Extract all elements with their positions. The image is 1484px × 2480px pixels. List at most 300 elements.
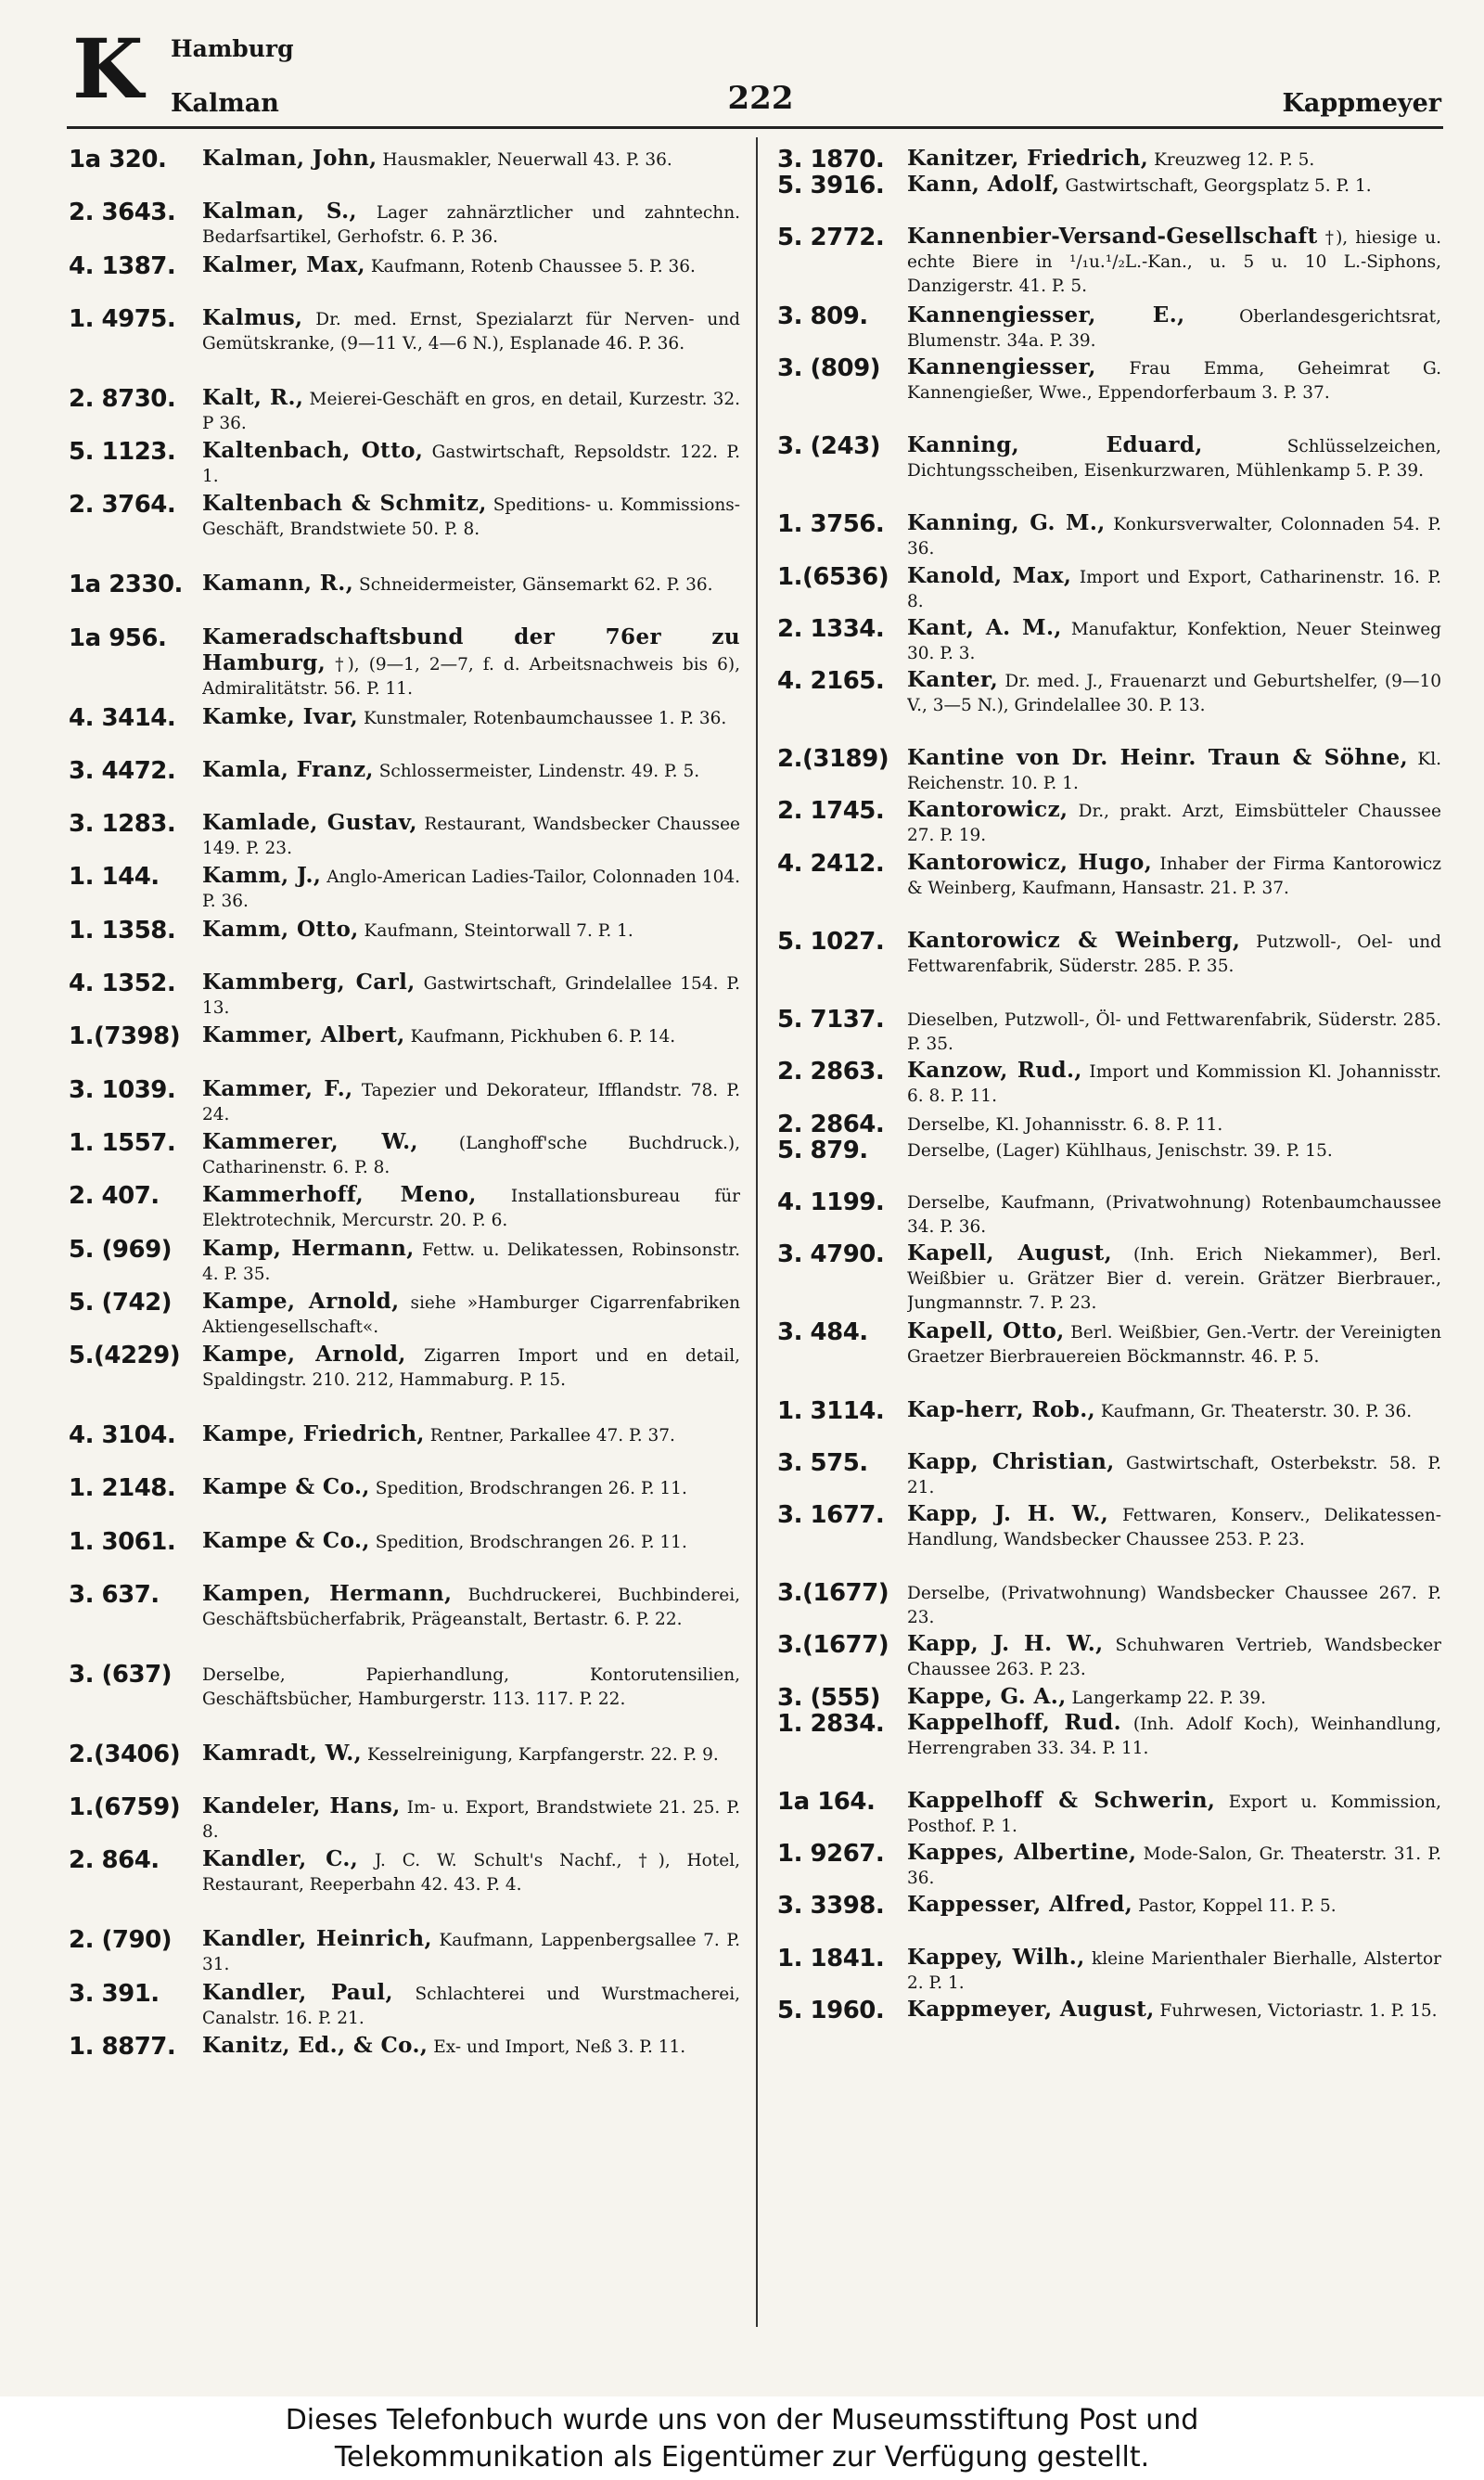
- directory-entry: [69, 1741, 740, 1794]
- directory-entry: [777, 511, 1441, 563]
- entry-text: [907, 1580, 1441, 1630]
- entry-text: [907, 147, 1441, 173]
- phone-number: 1. 2834.: [777, 1709, 885, 1738]
- entry-name: Kanzow, Rud.,: [907, 1059, 1082, 1084]
- entry-text: [202, 492, 740, 542]
- entry-details: Kaufmann, Lappenbergsallee 7. P. 31.: [202, 1931, 740, 1975]
- phone-number: 2. 864.: [69, 1846, 160, 1875]
- entry-text: [202, 1794, 740, 1844]
- entry-text: [907, 1711, 1441, 1761]
- directory-entry: [777, 147, 1441, 173]
- directory-entry: [69, 811, 740, 864]
- entry-details: Schneidermeister, Gänsemarkt 62. P. 36.: [359, 575, 713, 596]
- entry-name: Kapp, Christian,: [907, 1449, 1115, 1474]
- entry-text: [907, 746, 1441, 796]
- directory-entry: [69, 1981, 740, 2034]
- entry-text: [907, 616, 1441, 666]
- entry-text: [907, 1059, 1441, 1109]
- phone-number: 5. (969): [69, 1235, 173, 1264]
- phone-number: 3. 4790.: [777, 1240, 885, 1269]
- directory-entry: [777, 616, 1441, 668]
- entry-details: Fettwaren, Konserv., Delikatessen-Handlung, Wandsbecker Chaussee 253. P. 23.: [907, 1506, 1441, 1549]
- entry-name: Kanning, Eduard,: [907, 433, 1203, 458]
- phone-number: 2. (790): [69, 1926, 173, 1955]
- entry-name: Kantine von Dr. Heinr. Traun & Söhne,: [907, 746, 1408, 771]
- entry-details: Kaufmann, Pickhuben 6. P. 14.: [410, 1027, 676, 1047]
- entry-details: Kunstmaler, Rotenbaumchaussee 1. P. 36.: [363, 708, 727, 728]
- entry-details: Derselbe, Papierhandlung, Kontorutensilien, Geschäftsbücher, Hamburgerstr. 113. 117. P. 22.: [202, 1664, 740, 1709]
- entry-details: Dieselben, Putzwoll-, Öl- und Fettwarenfabrik, Süderstr. 285. P. 35.: [907, 1010, 1441, 1055]
- phone-number: 1a 320.: [69, 146, 167, 173]
- entry-details: Spedition, Brodschrangen 26. P. 11.: [375, 1532, 687, 1552]
- entry-text: [202, 705, 740, 731]
- entry-text: [202, 625, 740, 698]
- directory-entry: [777, 1711, 1441, 1789]
- phone-number: 1.(6536): [777, 562, 889, 591]
- directory-entry: [777, 1189, 1441, 1241]
- entry-name: Kann, Adolf,: [907, 173, 1060, 198]
- entry-details: Rentner, Parkallee 47. P. 37.: [429, 1426, 675, 1446]
- entry-text: [202, 386, 740, 436]
- directory-entry: [777, 1685, 1441, 1711]
- entry-details: Frau Emma, Geheimrat G. Kannengießer, Wwe., Eppendorferbaum 3. P. 37.: [907, 358, 1441, 403]
- entry-text: [907, 668, 1441, 718]
- entry-details: Installationsbureau für Elektrotechnik, Mercurstr. 20. P. 6.: [202, 1187, 740, 1231]
- entry-text: [202, 811, 740, 861]
- directory-entry: [69, 1422, 740, 1475]
- entry-details: Buchdruckerei, Buchbinderei, Geschäftsbücherfabrik, Prägeanstalt, Bertastr. 6. P. 22.: [202, 1585, 740, 1629]
- directory-entry: [69, 1582, 740, 1662]
- entry-details: Im- u. Export, Brandstwiete 21. 25. P. 8.: [202, 1798, 740, 1843]
- entry-name: Kappelhoff, Rud.: [907, 1710, 1122, 1735]
- footer-line-1: Dieses Telefonbuch wurde uns von der Museumsstiftung Post und: [285, 2404, 1199, 2436]
- directory-entry: [777, 173, 1441, 225]
- entry-text: [907, 1112, 1441, 1137]
- entry-text: [202, 1529, 740, 1555]
- phone-number: 2. 1745.: [777, 797, 885, 826]
- entry-text: [907, 1241, 1441, 1314]
- entry-details: Gastwirtschaft, Grindelallee 154. P. 13.: [202, 974, 740, 1019]
- entry-text: [202, 439, 740, 489]
- phone-number: 1a 164.: [777, 1788, 876, 1817]
- entry-name: Kammer, F.,: [202, 1076, 353, 1101]
- directory-entry: [777, 1319, 1441, 1397]
- entry-text: [907, 1946, 1441, 1996]
- phone-number: 5. 1027.: [777, 927, 885, 956]
- entry-details: †), hiesige u. echte Biere in ¹/₁u.¹/₂L.-Kan., u. 5 u. 10 L.-Siphons, Danzigerstr. 41. P. 5.: [907, 228, 1441, 297]
- phone-number: 1. 3061.: [69, 1527, 176, 1556]
- phone-number: 2. 3643.: [69, 199, 176, 227]
- directory-entry: [777, 746, 1441, 798]
- entry-text: [907, 355, 1441, 405]
- entry-name: Kappe, G. A.,: [907, 1684, 1067, 1709]
- directory-entry: [777, 225, 1441, 302]
- entry-details: Dr. med. J., Frauenarzt und Geburtshelfer, (9—10 V., 3—5 N.), Grindelallee 30. P. 13.: [907, 671, 1441, 715]
- entry-details: Derselbe, (Privatwohnung) Wandsbecker Chaussee 267. P. 23.: [907, 1584, 1441, 1628]
- phone-number: 1. 1358.: [69, 916, 176, 944]
- entry-text: [202, 1981, 740, 2031]
- footer-line-2: Telekommunikation als Eigentümer zur Verfügung gestellt.: [334, 2441, 1150, 2474]
- entry-details: Schlachterei und Wurstmacherei, Canalstr. 16. P. 21.: [202, 1984, 740, 2028]
- entry-details: Anglo-American Ladies-Tailor, Colonnaden 104. P. 36.: [202, 867, 740, 912]
- entry-details: Dr. med. Ernst, Spezialarzt für Nerven- und Gemütskranke, (9—11 V., 4—6 N.), Esplanade 46. P. 36.: [202, 309, 740, 353]
- entry-name: Kannengiesser, E.,: [907, 302, 1185, 328]
- entry-text: [907, 1137, 1441, 1163]
- entry-details: (Inh. Adolf Koch), Weinhandlung, Herrengraben 33. 34. P. 11.: [907, 1714, 1441, 1758]
- entry-details: Derselbe, Kl. Johannisstr. 6. 8. P. 11.: [907, 1114, 1223, 1135]
- phone-number: 3. 1677.: [777, 1501, 885, 1529]
- phone-number: 5.(4229): [69, 1342, 181, 1370]
- phone-number: 4. 3104.: [69, 1421, 176, 1450]
- entry-text: [907, 433, 1441, 483]
- entry-name: Kammer, Albert,: [202, 1023, 405, 1048]
- directory-entry: [69, 492, 740, 572]
- phone-number: 2. 8730.: [69, 384, 176, 413]
- directory-entry: [69, 970, 740, 1023]
- entry-details: Derselbe, Kaufmann, (Privatwohnung) Rotenbaumchaussee 34. P. 36.: [907, 1192, 1441, 1237]
- entry-details: Pastor, Koppel 11. P. 5.: [1138, 1896, 1337, 1917]
- entry-name: Kapell, August,: [907, 1241, 1113, 1266]
- entry-name: Kantorowicz,: [907, 798, 1068, 823]
- entry-name: Kammerhoff, Meno,: [202, 1183, 477, 1208]
- entry-details: Restaurant, Wandsbecker Chaussee 149. P. 23.: [202, 815, 740, 859]
- entry-name: Kalmer, Max,: [202, 252, 365, 277]
- entry-text: [202, 1741, 740, 1767]
- entry-name: Kapp, J. H. W.,: [907, 1632, 1104, 1657]
- phone-number: 2. 2863.: [777, 1058, 885, 1086]
- phone-number: 5. 1123.: [69, 438, 176, 467]
- entry-details: Kesselreinigung, Karpfangerstr. 22. P. 9.: [366, 1744, 719, 1765]
- phone-number: 2. 407.: [69, 1182, 160, 1211]
- directory-entry: [777, 929, 1441, 1007]
- entry-name: Kanning, G. M.,: [907, 511, 1106, 536]
- entry-name: Kappmeyer, August,: [907, 1997, 1155, 2022]
- directory-entry: [777, 1112, 1441, 1137]
- phone-number: 1. 2148.: [69, 1474, 176, 1503]
- entry-name: Kameradschaftsbund der 76er zu Hamburg,: [202, 624, 740, 675]
- entry-text: [202, 306, 740, 356]
- entry-details: Import und Kommission Kl. Johannisstr. 6. 8. P. 11.: [907, 1062, 1441, 1107]
- entry-text: [202, 1290, 740, 1340]
- directory-entry: [69, 864, 740, 917]
- entry-details: Berl. Weißbier, Gen.-Vertr. der Vereinigten Graetzer Bierbrauereien Böckmannstr. 46. P. 5.: [907, 1323, 1441, 1368]
- directory-entry: [777, 1946, 1441, 1998]
- phone-number: 2.(3189): [777, 745, 889, 774]
- entry-text: [907, 1789, 1441, 1839]
- entry-text: [202, 758, 740, 784]
- entry-name: Kappey, Wilh.,: [907, 1945, 1085, 1970]
- entry-details: Fuhrwesen, Victoriastr. 1. P. 15.: [1159, 2000, 1438, 2021]
- entry-details: Spedition, Brodschrangen 26. P. 11.: [375, 1479, 687, 1499]
- page-number: 222: [727, 80, 794, 117]
- directory-entry: [69, 147, 740, 199]
- phone-number: 3. (555): [777, 1683, 881, 1712]
- directory-entry: [777, 1789, 1441, 1841]
- entry-text: [907, 1007, 1441, 1057]
- entry-name: Kandler, C.,: [202, 1847, 359, 1872]
- directory-entry: [777, 1137, 1441, 1189]
- entry-details: Inhaber der Firma Kantorowicz & Weinberg, Kaufmann, Hansastr. 21. P. 37.: [907, 854, 1441, 898]
- entry-text: [907, 303, 1441, 353]
- entry-details: Fettw. u. Delikatessen, Robinsonstr. 4. P. 35.: [202, 1240, 740, 1284]
- directory-entry: [69, 1794, 740, 1847]
- directory-entry: [777, 1998, 1441, 2050]
- entry-name: Kampe, Friedrich,: [202, 1422, 425, 1447]
- directory-entry: [69, 1927, 740, 1980]
- entry-name: Kammerer, W.,: [202, 1129, 418, 1154]
- phone-number: 4. 2165.: [777, 666, 885, 695]
- directory-entry: [69, 1343, 740, 1422]
- entry-text: [202, 253, 740, 279]
- phone-number: 4. 3414.: [69, 703, 176, 732]
- phone-number: 4. 1387.: [69, 251, 176, 280]
- column-divider: [756, 137, 758, 2327]
- phone-number: 5. 1960.: [777, 1996, 885, 2024]
- entry-name: Kampe & Co.,: [202, 1475, 370, 1500]
- entry-name: Kaltenbach, Otto,: [202, 439, 424, 464]
- entry-details: Lager zahnärztlicher und zahntechn. Bedarfsartikel, Gerhofstr. 6. P. 36.: [202, 203, 740, 248]
- entry-text: [202, 572, 740, 598]
- entry-details: Putzwoll-, Oel- und Fettwarenfabrik, Süderstr. 285. P. 35.: [907, 932, 1441, 976]
- directory-entry: [777, 851, 1441, 929]
- entry-details: siehe »Hamburger Cigarrenfabriken Aktiengesellschaft«.: [202, 1292, 740, 1337]
- entry-text: [907, 511, 1441, 561]
- phone-number: 3.(1677): [777, 1631, 889, 1660]
- phone-number: 3. 1870.: [777, 146, 885, 173]
- directory-entry: [777, 1007, 1441, 1059]
- directory-entry: [69, 1847, 740, 1927]
- phone-number: 2. 1334.: [777, 614, 885, 643]
- phone-number: 1a 2330.: [69, 571, 183, 599]
- entry-text: [907, 798, 1441, 848]
- entry-details: Gastwirtschaft, Georgsplatz 5. P. 1.: [1065, 176, 1372, 197]
- phone-number: 1.(7398): [69, 1022, 181, 1051]
- directory-entry: [777, 564, 1441, 616]
- directory-entry: [69, 918, 740, 970]
- phone-number: 3. 575.: [777, 1448, 868, 1477]
- entry-details: Kaufmann, Gr. Theaterstr. 30. P. 36.: [1100, 1401, 1413, 1421]
- directory-entry: [69, 306, 740, 386]
- phone-number: 5. 3916.: [777, 172, 885, 200]
- directory-entry: [69, 1662, 740, 1741]
- entry-text: [907, 1319, 1441, 1369]
- directory-entry: [69, 386, 740, 439]
- entry-text: [202, 918, 740, 944]
- entry-text: [202, 2034, 740, 2060]
- entry-name: Kampen, Hermann,: [202, 1581, 453, 1606]
- entry-name: Kapell, Otto,: [907, 1319, 1065, 1344]
- entry-name: Kalmus,: [202, 305, 303, 330]
- phone-number: 3. (809): [777, 353, 881, 382]
- entry-name: Kandeler, Hans,: [202, 1794, 401, 1819]
- entry-text: [202, 1475, 740, 1501]
- entry-name: Kappes, Albertine,: [907, 1841, 1137, 1866]
- directory-entry: [777, 433, 1441, 511]
- directory-entry: [69, 1290, 740, 1343]
- directory-entry: [777, 1450, 1441, 1502]
- entry-details: Schuhwaren Vertrieb, Wandsbecker Chaussee 263. P. 23.: [907, 1636, 1441, 1680]
- entry-details: Langerkamp 22. P. 39.: [1071, 1688, 1267, 1708]
- entry-text: [907, 1893, 1441, 1919]
- directory-entry: [69, 758, 740, 811]
- entry-name: Kapp, J. H. W.,: [907, 1502, 1109, 1526]
- right-column: [777, 147, 1441, 2050]
- entry-text: [202, 1927, 740, 1977]
- entry-name: Kanitzer, Friedrich,: [907, 147, 1149, 171]
- phone-number: 1. 3114.: [777, 1396, 885, 1425]
- phone-number: 3. 1283.: [69, 810, 176, 839]
- phone-number: 1. 1841.: [777, 1944, 885, 1972]
- directory-entry: [69, 1475, 740, 1528]
- directory-entry: [777, 798, 1441, 850]
- phone-number: 3. (637): [69, 1660, 173, 1689]
- entry-text: [202, 1130, 740, 1180]
- city-name: Hamburg: [171, 35, 294, 62]
- entry-text: [202, 1582, 740, 1632]
- phone-number: 5. 7137.: [777, 1006, 885, 1034]
- phone-number: 1. 1557.: [69, 1128, 176, 1157]
- entry-text: [907, 1450, 1441, 1500]
- phone-number: 3. 4472.: [69, 756, 176, 785]
- phone-number: 2. 2864.: [777, 1110, 885, 1138]
- phone-number: 3. 809.: [777, 302, 868, 330]
- phone-number: 5. (742): [69, 1288, 173, 1317]
- entry-text: [907, 851, 1441, 901]
- phone-number: 5. 2772.: [777, 224, 885, 252]
- entry-name: Kalman, S.,: [202, 199, 357, 225]
- directory-entry: [69, 2034, 740, 2087]
- directory-entry: [69, 1529, 740, 1582]
- entry-text: [907, 929, 1441, 979]
- entry-details: Zigarren Import und en detail, Spaldingstr. 210. 212, Hammaburg. P. 15.: [202, 1346, 740, 1391]
- section-letter: K: [72, 20, 144, 117]
- entry-name: Kaltenbach & Schmitz,: [202, 492, 487, 517]
- entry-details: Speditions- u. Kommissions-Geschäft, Brandstwiete 50. P. 8.: [202, 495, 740, 540]
- entry-name: Kappelhoff & Schwerin,: [907, 1789, 1216, 1814]
- phone-number: 1. 4975.: [69, 304, 176, 333]
- entry-name: Kamm, Otto,: [202, 917, 359, 942]
- entry-name: Kamke, Ivar,: [202, 704, 359, 729]
- left-column: [69, 147, 740, 2087]
- directory-entry: [777, 1580, 1441, 1632]
- entry-name: Kanitz, Ed., & Co.,: [202, 2033, 429, 2058]
- first-entry-name: Kalman: [171, 89, 279, 118]
- entry-name: Kanter,: [907, 667, 999, 692]
- entry-details: Mode-Salon, Gr. Theaterstr. 31. P. 36.: [907, 1844, 1441, 1889]
- entry-details: Derselbe, (Lager) Kühlhaus, Jenischstr. 39. P. 15.: [907, 1140, 1333, 1161]
- directory-entry: [69, 439, 740, 492]
- entry-text: [907, 173, 1441, 199]
- entry-name: Kamann, R.,: [202, 572, 354, 597]
- entry-name: Kamm, J.,: [202, 864, 322, 889]
- entry-details: Gastwirtschaft, Osterbekstr. 58. P. 21.: [907, 1453, 1441, 1497]
- entry-name: Kalt, R.,: [202, 385, 304, 410]
- entry-text: [907, 564, 1441, 614]
- entry-name: Kandler, Paul,: [202, 1980, 393, 2005]
- entry-name: Kandler, Heinrich,: [202, 1927, 432, 1952]
- phone-number: 3. 3398.: [777, 1892, 885, 1921]
- entry-name: Kant, A. M.,: [907, 615, 1062, 640]
- directory-entry: [777, 1502, 1441, 1580]
- directory-entry: [69, 1023, 740, 1076]
- entry-details: Schlüsselzeichen, Dichtungsscheiben, Eisenkurzwaren, Mühlenkamp 5. P. 39.: [907, 437, 1441, 482]
- entry-details: (Langhoff'sche Buchdruck.), Catharinenstr. 6. P. 8.: [202, 1133, 740, 1177]
- phone-number: 1. 3756.: [777, 510, 885, 539]
- entry-text: [202, 864, 740, 914]
- entry-text: [202, 1422, 740, 1448]
- directory-entry: [69, 625, 740, 705]
- phone-number: 5. 879.: [777, 1136, 868, 1164]
- entry-name: Kamlade, Gustav,: [202, 811, 417, 836]
- entry-name: Kammberg, Carl,: [202, 970, 416, 996]
- entry-text: [202, 1183, 740, 1233]
- entry-name: Kannengiesser,: [907, 354, 1096, 379]
- entry-details: Import und Export, Catharinenstr. 16. P. 8.: [907, 567, 1441, 611]
- entry-details: Konkursverwalter, Colonnaden 54. P. 36.: [907, 515, 1441, 559]
- entry-name: Kanold, Max,: [907, 563, 1072, 588]
- header-rule: [67, 126, 1443, 129]
- directory-entry: [777, 668, 1441, 746]
- phone-number: 3. 391.: [69, 1979, 160, 2008]
- directory-entry: [777, 1632, 1441, 1684]
- entry-details: Ex- und Import, Neß 3. P. 11.: [433, 2037, 686, 2057]
- entry-text: [202, 1237, 740, 1287]
- entry-name: Kampe, Arnold,: [202, 1343, 406, 1368]
- phone-number: 2. 3764.: [69, 491, 176, 520]
- entry-text: [907, 1189, 1441, 1240]
- phone-number: 4. 2412.: [777, 849, 885, 878]
- entry-details: J. C. W. Schult's Nachf., †), Hotel, Restaurant, Reeperbahn 42. 43. P. 4.: [202, 1851, 740, 1895]
- entry-name: Kap-herr, Rob.,: [907, 1397, 1096, 1422]
- entry-details: †), (9—1, 2—7, f. d. Arbeitsnachweis bis 6), Admiralitätstr. 56. P. 11.: [202, 654, 740, 698]
- entry-name: Kamradt, W.,: [202, 1741, 363, 1766]
- directory-entry: [69, 1237, 740, 1290]
- entry-text: [907, 1632, 1441, 1682]
- phone-number: 1. 144.: [69, 863, 160, 892]
- directory-entry: [777, 1059, 1441, 1111]
- entry-text: [202, 1662, 740, 1712]
- directory-entry: [69, 1130, 740, 1183]
- entry-details: Oberlandesgerichtsrat, Blumenstr. 34a. P. 39.: [907, 306, 1441, 351]
- entry-text: [907, 1502, 1441, 1552]
- entry-details: Kreuzweg 12. P. 5.: [1154, 150, 1315, 170]
- phone-number: 3.(1677): [777, 1579, 889, 1608]
- entry-details: Gastwirtschaft, Repsoldstr. 122. P. 1.: [202, 443, 740, 487]
- directory-entry: [777, 1398, 1441, 1450]
- directory-entry: [69, 199, 740, 252]
- entry-details: Meierei-Geschäft en gros, en detail, Kurzestr. 32. P 36.: [202, 389, 740, 433]
- directory-entry: [777, 1893, 1441, 1945]
- phone-number: 2.(3406): [69, 1740, 181, 1768]
- entry-details: Kaufmann, Steintorwall 7. P. 1.: [364, 920, 633, 941]
- phone-number: 1.(6759): [69, 1793, 181, 1822]
- page-header: [0, 0, 1484, 130]
- entry-name: Kampe, Arnold,: [202, 1289, 400, 1314]
- entry-name: Kampe & Co.,: [202, 1528, 370, 1553]
- entry-text: [907, 1685, 1441, 1711]
- entry-text: [202, 199, 740, 250]
- entry-details: Hausmakler, Neuerwall 43. P. 36.: [382, 150, 672, 170]
- directory-entry: [69, 253, 740, 306]
- entry-details: Kaufmann, Rotenb Chaussee 5. P. 36.: [370, 256, 696, 276]
- phone-number: 1. 9267.: [777, 1840, 885, 1869]
- entry-details: Schlossermeister, Lindenstr. 49. P. 5.: [378, 761, 700, 781]
- phone-number: 1a 956.: [69, 623, 167, 652]
- entry-name: Kantorowicz & Weinberg,: [907, 928, 1241, 953]
- entry-details: kleine Marienthaler Bierhalle, Alstertor 2. P. 1.: [907, 1948, 1441, 1993]
- phone-number: 1. 8877.: [69, 2032, 176, 2061]
- directory-entry: [69, 705, 740, 758]
